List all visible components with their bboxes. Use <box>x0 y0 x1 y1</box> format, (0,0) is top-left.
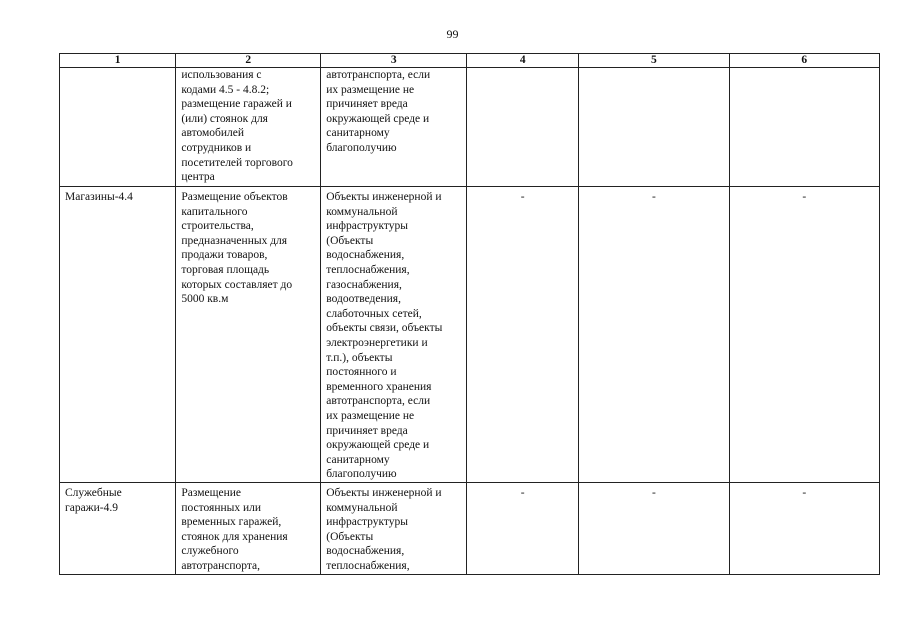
use-type-cell: Служебные гаражи-4.9 <box>60 483 176 575</box>
value-cell <box>467 68 579 187</box>
auxiliary-use-cell: автотранспорта, если их размещение не причиняет вреда окружающей среде и санитарному благополучию <box>321 68 467 187</box>
column-header-4: 4 <box>467 54 579 68</box>
table-row <box>60 483 880 575</box>
value-cell <box>729 68 879 187</box>
page-number: 99 <box>446 27 459 41</box>
use-type-cell: Магазины-4.4 <box>60 187 176 483</box>
table-row <box>60 68 880 187</box>
column-header-2: 2 <box>176 54 321 68</box>
zoning-table <box>59 53 880 575</box>
value-cell <box>579 68 729 187</box>
value-cell: - <box>579 483 729 575</box>
column-header-6: 6 <box>729 54 879 68</box>
value-cell: - <box>729 187 879 483</box>
use-description-cell: Размещение объектов капитального строительства, предназначенных для продажи товаров, торговая площадь которых составляет до 5000 кв.м <box>176 187 321 483</box>
value-cell: - <box>579 187 729 483</box>
table-header-row <box>60 54 880 68</box>
column-header-5: 5 <box>579 54 729 68</box>
column-header-3: 3 <box>321 54 467 68</box>
value-cell: - <box>467 483 579 575</box>
use-description-cell: Размещение постоянных или временных гаражей, стоянок для хранения служебного автотранспорта, <box>176 483 321 575</box>
value-cell: - <box>729 483 879 575</box>
auxiliary-use-cell: Объекты инженерной и коммунальной инфраструктуры (Объекты водоснабжения, теплоснабжения, газоснабжения, водоотведения, слаботочных сетей, объекты связи, объекты электроэнергетики и т.п.), объекты постоянного и временного хранения автотранспорта, если их размещение не причиняет вреда окружающей среде и санитарному благополучию <box>321 187 467 483</box>
auxiliary-use-cell: Объекты инженерной и коммунальной инфраструктуры (Объекты водоснабжения, теплоснабжения, <box>321 483 467 575</box>
use-description-cell: использования с кодами 4.5 - 4.8.2; размещение гаражей и (или) стоянок для автомобилей сотрудников и посетителей торгового центра <box>176 68 321 187</box>
value-cell: - <box>467 187 579 483</box>
column-header-1: 1 <box>60 54 176 68</box>
use-type-cell <box>60 68 176 187</box>
table-row <box>60 187 880 483</box>
